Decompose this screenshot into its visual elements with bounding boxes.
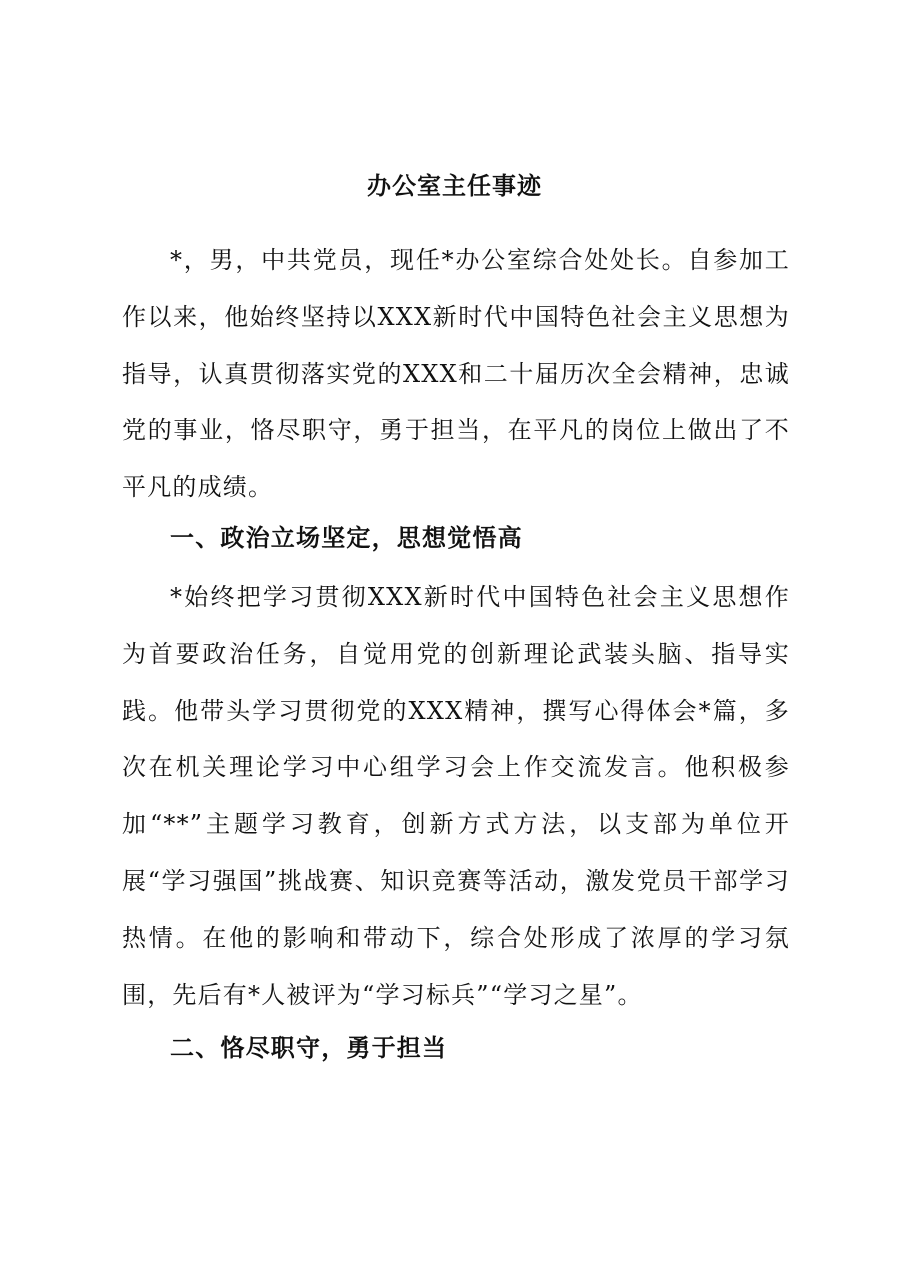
intro-paragraph: *，男，中共党员，现任*办公室综合处处长。自参加工作以来，他始终坚持以XXX新时代中国特色社会主义思想为指导，认真贯彻落实党的XXX和二十届历次全会精神，忠诚党的事业，恪尽职守，勇于担当，在平凡的岗位上做出了不平凡的成绩。 bbox=[122, 246, 790, 502]
section-heading-1: 一、政治立场坚定，思想觉悟高 bbox=[170, 524, 523, 552]
page-title: 办公室主任事迹 bbox=[367, 172, 542, 200]
section-heading-2: 二、恪尽职守，勇于担当 bbox=[170, 1034, 448, 1062]
section-1-paragraph: *始终把学习贯彻XXX新时代中国特色社会主义思想作为首要政治任务，自觉用党的创新理论武装头脑、指导实践。他带头学习贯彻党的XXX精神，撰写心得体会*篇，多次在机关理论学习中心组学习会上作交流发言。他积极参加“**”主题学习教育，创新方式方法，以支部为单位开展“学习强国”挑战赛、知识竞赛等活动，激发党员干部学习热情。在他的影响和带动下，综合处形成了浓厚的学习氛围，先后有*人被评为“学习标兵”“学习之星”。 bbox=[122, 583, 790, 1009]
